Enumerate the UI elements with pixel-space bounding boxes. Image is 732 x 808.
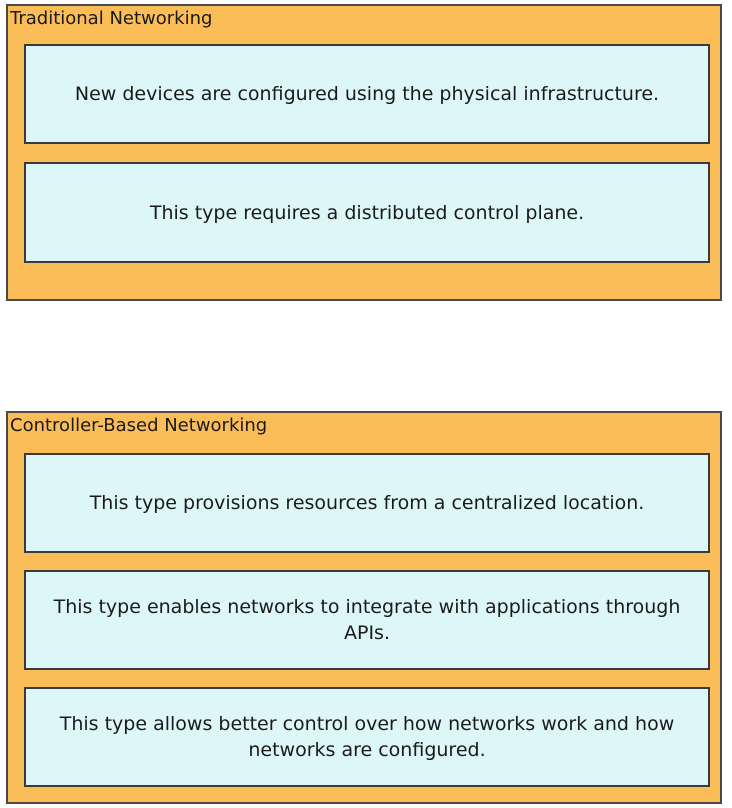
traditional-networking-group[interactable] <box>6 4 722 301</box>
answer-card-better-control[interactable]: This type allows better control over how networks work and how networks are configured. <box>24 687 710 787</box>
group-title-controller-based: Controller-Based Networking <box>10 415 268 436</box>
answer-card-distributed-control-plane[interactable]: This type requires a distributed control plane. <box>24 162 710 263</box>
answer-card-centralized-location[interactable]: This type provisions resources from a centralized location. <box>24 453 710 553</box>
answer-card-apis-integration[interactable]: This type enables networks to integrate with applications through APIs. <box>24 570 710 670</box>
group-title-traditional: Traditional Networking <box>10 8 213 29</box>
answer-card-physical-infrastructure[interactable]: New devices are configured using the physical infrastructure. <box>24 44 710 144</box>
controller-based-networking-group[interactable] <box>6 411 722 804</box>
